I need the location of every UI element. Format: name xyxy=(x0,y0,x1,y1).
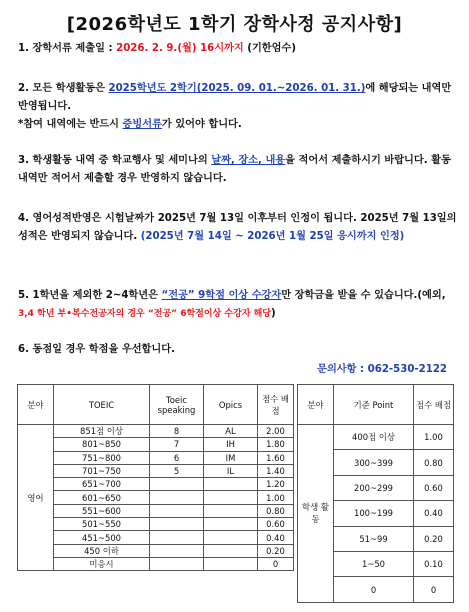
activity-period: 2025학년도 2학기(2025. 09. 01.~2026. 01. 31.) xyxy=(108,83,366,94)
opics-cell xyxy=(204,504,258,517)
notice-item-4 xyxy=(18,210,458,246)
header-toeic: TOEIC xyxy=(54,385,150,425)
points-cell: 0 xyxy=(258,557,294,570)
points-cell: 1.80 xyxy=(258,438,294,451)
item-2-suffix: 에 해당되는 내역만 반영됩니다. xyxy=(18,83,452,112)
header-points: 점수 배점 xyxy=(258,385,294,425)
opics-cell xyxy=(204,544,258,557)
toeic-cell: 751~800 xyxy=(54,451,150,464)
toeic-speaking-cell xyxy=(150,504,204,517)
toeic-speaking-cell xyxy=(150,491,204,504)
item-4-text: 4. 영어성적반영은 시험날짜가 2025년 7월 13일 이후부터 인정이 됩니다. 2025년 7월 13일의 성적은 반영되지 않습니다. xyxy=(18,213,457,242)
notice-item-5 xyxy=(18,287,458,323)
submission-deadline: 2026. 2. 9.(월) 16시까지 xyxy=(116,43,244,54)
category-student-activity: 학생 활동 xyxy=(298,425,334,603)
toeic-speaking-cell: 7 xyxy=(150,438,204,451)
points-cell: 0.40 xyxy=(414,501,454,526)
toeic-cell: 651~700 xyxy=(54,478,150,491)
points-cell: 1.00 xyxy=(258,491,294,504)
item-5-mid: 만 장학금을 받을 수 있습니다.(예외, xyxy=(281,290,446,301)
table-row xyxy=(18,557,294,570)
points-cell: 1.40 xyxy=(258,464,294,477)
criteria-point-cell: 200~299 xyxy=(334,475,414,500)
notice-item-2 xyxy=(18,80,458,134)
opics-cell xyxy=(204,531,258,544)
item-5-exception: 3,4 학년 부•복수전공자의 경우 “전공” 6학점이상 수강자 해당 xyxy=(18,309,271,319)
table-row xyxy=(18,451,294,464)
opics-cell: AL xyxy=(204,425,258,438)
header-toeic-speaking: Toeic speaking xyxy=(150,385,204,425)
activity-score-table xyxy=(297,384,454,603)
toeic-cell: 601~650 xyxy=(54,491,150,504)
criteria-point-cell: 100~199 xyxy=(334,501,414,526)
toeic-speaking-cell xyxy=(150,518,204,531)
table-row xyxy=(18,504,294,517)
points-cell: 0.60 xyxy=(414,475,454,500)
toeic-speaking-cell xyxy=(150,544,204,557)
points-cell: 1.20 xyxy=(258,478,294,491)
points-cell: 0.20 xyxy=(258,544,294,557)
item-1-suffix: (기한엄수) xyxy=(243,43,296,54)
points-cell: 0.80 xyxy=(414,450,454,475)
points-cell: 2.00 xyxy=(258,425,294,438)
toeic-speaking-cell xyxy=(150,557,204,570)
item-2-note-prefix: *참여 내역에는 반드시 xyxy=(18,119,123,130)
toeic-cell: 551~600 xyxy=(54,504,150,517)
toeic-cell: 851점 이상 xyxy=(54,425,150,438)
opics-cell xyxy=(204,518,258,531)
notice-item-6: 6. 동점일 경우 학점을 우선합니다. xyxy=(18,344,175,355)
opics-cell: IH xyxy=(204,438,258,451)
item-2-note-suffix: 가 있어야 합니다. xyxy=(161,119,242,130)
activity-table-header xyxy=(298,385,454,425)
toeic-speaking-cell xyxy=(150,531,204,544)
table-row xyxy=(18,425,294,438)
toeic-speaking-cell: 5 xyxy=(150,464,204,477)
table-row xyxy=(18,478,294,491)
table-row xyxy=(18,491,294,504)
opics-cell xyxy=(204,557,258,570)
item-5-end: ) xyxy=(271,308,276,319)
points-cell: 1.00 xyxy=(414,425,454,450)
points-cell: 0.60 xyxy=(258,518,294,531)
item-5-prefix: 5. 1학년을 제외한 2~4학년은 xyxy=(18,290,162,301)
required-details: 날짜, 장소, 내용 xyxy=(211,155,286,166)
english-table-body xyxy=(18,425,294,571)
header-opics: Opics xyxy=(204,385,258,425)
points-cell: 1.60 xyxy=(258,451,294,464)
contact-info: 문의사항 : 062-530-2122 xyxy=(317,364,447,375)
toeic-speaking-cell: 6 xyxy=(150,451,204,464)
toeic-cell: 451~500 xyxy=(54,531,150,544)
toeic-speaking-cell xyxy=(150,478,204,491)
table-row xyxy=(18,438,294,451)
points-cell: 0.80 xyxy=(258,504,294,517)
page-title: [2026학년도 1학기 장학사정 공지사항] xyxy=(66,14,403,35)
points-cell: 0.10 xyxy=(414,551,454,576)
table-row xyxy=(18,464,294,477)
table-row xyxy=(18,531,294,544)
criteria-point-cell: 400점 이상 xyxy=(334,425,414,450)
item-1-prefix: 1. 장학서류 제출일 : xyxy=(18,43,117,54)
header-field: 분야 xyxy=(298,385,334,425)
english-table-header xyxy=(18,385,294,425)
table-row xyxy=(18,518,294,531)
criteria-point-cell: 51~99 xyxy=(334,526,414,551)
table-row xyxy=(18,544,294,557)
toeic-speaking-cell: 8 xyxy=(150,425,204,438)
points-cell: 0 xyxy=(414,577,454,602)
points-cell: 0.40 xyxy=(258,531,294,544)
opics-cell: IM xyxy=(204,451,258,464)
header-criteria-point: 기준 Point xyxy=(334,385,414,425)
activity-table-body xyxy=(298,425,454,603)
notice-item-3 xyxy=(18,152,458,188)
toeic-cell: 701~750 xyxy=(54,464,150,477)
toeic-cell: 미응시 xyxy=(54,557,150,570)
item-3-suffix: 을 적어서 제출하시기 바랍니다. 활동내역만 적어서 제출할 경우 반영하지 않습니다. xyxy=(18,155,451,184)
opics-cell xyxy=(204,478,258,491)
notice-item-1 xyxy=(18,40,458,58)
points-cell: 0.20 xyxy=(414,526,454,551)
criteria-point-cell: 1~50 xyxy=(334,551,414,576)
english-score-table xyxy=(17,384,294,571)
item-2-prefix: 2. 모든 학생활동은 xyxy=(18,83,109,94)
header-points: 점수 배점 xyxy=(414,385,454,425)
credit-requirement: “전공” 9학점 이상 수강자 xyxy=(161,290,282,301)
opics-cell xyxy=(204,491,258,504)
item-3-prefix: 3. 학생활동 내역 중 학교행사 및 세미나의 xyxy=(18,155,212,166)
category-english: 영어 xyxy=(18,425,54,571)
table-row xyxy=(298,425,454,450)
criteria-point-cell: 0 xyxy=(334,577,414,602)
toeic-cell: 801~850 xyxy=(54,438,150,451)
evidence-documents-text: 증빙서류 xyxy=(122,119,162,130)
item-4-note: (2025년 7월 14일 ~ 2026년 1월 25일 응시까지 인정) xyxy=(140,231,405,242)
toeic-cell: 501~550 xyxy=(54,518,150,531)
toeic-cell: 450 이하 xyxy=(54,544,150,557)
header-field: 분야 xyxy=(18,385,54,425)
criteria-point-cell: 300~399 xyxy=(334,450,414,475)
opics-cell: IL xyxy=(204,464,258,477)
